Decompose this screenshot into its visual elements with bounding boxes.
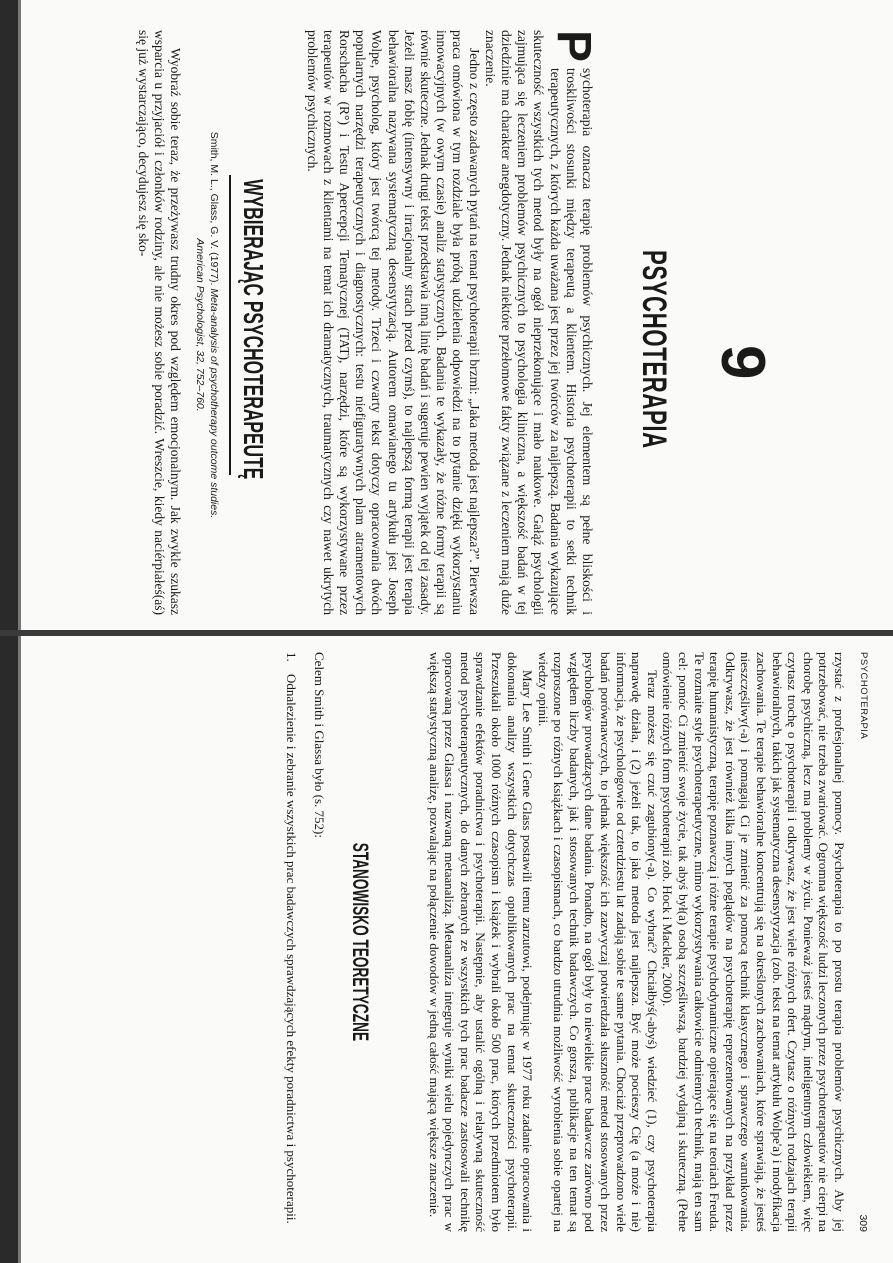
aims-list xyxy=(283,652,299,1232)
reference-citation xyxy=(193,90,221,560)
right-paragraph-3: Mary Lee Smith i Gene Glass postawili temu zarzutowi, podejmując w 1977 roku zadanie opracowania i dokonania analizy wszystkich dotychczas opublikowanych prac na temat skuteczności psychoterapii. Przeszukali około 1000 różnych czasopism i książek i wybrali około 500 prac, których przedmiotem było sprawdzanie efektów poradnictwa i psychoterapii. Następnie, aby ustalić ogólną i relatywną skuteczność metod psychoterapeutycznych, do danych zebranych ze wszystkich tych prac badacze zastosowali technikę opracowaną przez Glassa i nazwaną metaanalizą. Metaanaliza integruje wyniki wielu pojedynczych prac w większą statystyczną analizę, pozwalając na połączenie dowodów w jedną całość mającą większe znaczenie. xyxy=(426,652,536,1232)
after-reference-paragraph: Wyobraź sobie teraz, że przeżywasz trudny okres pod względem emocjonalnym. Jak zwykle szukasz wsparcia u przyjaciół i członków rodziny, ale nie możesz sobie poradzić. Wreszcie, kiedy naciérpiałeś(aś) się już wystarczająco, decydujesz się sko- xyxy=(135,30,183,615)
left-page xyxy=(23,30,873,615)
reference-title: WYBIERAJĄC PSYCHOTERAPEUTĘ xyxy=(238,179,269,480)
list-item xyxy=(283,652,299,1232)
after-reference-text xyxy=(134,30,183,615)
list-item-text: Odnalezienie i zebranie wszystkich prac badawczych sprawdzających efekty poradnictwa i psychoterapii. xyxy=(284,674,299,1224)
reference-journal: American Psychologist, 32, 752–760. xyxy=(194,238,206,412)
reference-work: Meta-analysis of psychotherapy outcome studies. xyxy=(208,288,220,519)
center-fold xyxy=(0,630,893,636)
reference-authors: Smith, M. L., Glass, G. V. (1977). xyxy=(208,131,220,286)
right-paragraph-1: rzystać z profesjonalnej pomocy. Psychoterapia to po prostu terapia problemów psychicznych. Aby jej potrzebować, nie trzeba zwariować. Ogromna większość ludzi leczonych przez psychoterapeutów nie cierpi na chorobę psychiczną, lecz ma problemy w życiu. Ponieważ jesteś mądrym, inteligentnym człowiekiem, więc czytasz trochę o psychoterapii i odkrywasz, że jest wiele różnych ofert. Czytasz o różnych rodzajach terapii behawioralnych, takich jak systematyczna desensytyzacja (zob. tekst na temat artykułu Wolpe'a) i modyfikacja zachowania. Te terapie behawioralne koncentrują się na określonych zachowaniach, które sprawiają, że jesteś nieszczęśliwy(-a) i pomagają Ci je zmienić za pomocą technik klasycznego i sprawczego warunkowania. Odkrywasz, że jest również kilka innych poglądów na psychoterapię reprezentowanych na przykład przez terapię humanistyczną, terapię poznawczą i różne terapie psychodynamiczne opierające się na teoriach Freuda. Te rozmaite style psychoterapeutyczne, mimo wykorzystywania całkowicie odmiennych technik, mają ten sam cel: pomóc Ci zmienić swoje życie, tak abyś był(a) osobą szczęśliwszą, bardziej wydajną i skuteczną. (Pełne omówienie różnych form psychoterapii zob. Hock i Mackler, 2000). xyxy=(660,652,847,1232)
right-page xyxy=(23,652,873,1232)
running-head: PSYCHOTERAPIA xyxy=(858,652,869,740)
intro-text xyxy=(303,30,600,615)
chapter-title: PSYCHOTERAPIA xyxy=(635,250,673,449)
intro-paragraph-2: Jedno z często zadawanych pytań na temat psychoterapii brzmi: „Jaka metoda jest najlepsza?”. Pierwsza praca omówiona w tym rozdziale była próbą udzielenia odpowiedzi na to pytanie dzięki wykorzystaniu innowacyjnych (w owym czasie) analiz statystycznych. Badania te wykazały, że różne formy terapii są równie skuteczne. Jednak drugi tekst przedstawia inną linię badań i sugeruje pewien wyjątek od tej zasady. Jeżeli masz fobię (intensywny i irracjonalny strach przed czymś), to najlepszą formą terapii jest terapia behawioralna nazywana systematyczną desensytyzacją. Autorem omawianego tu artykułu jest Joseph Wolpe, psycholog, który jest twórcą tej metody. Trzeci i czwarty tekst dotyczy opracowania dwóch popularnych narzędzi terapeutycznych i diagnostycznych: testu niefiguratywnych plam atramentowych Rorschacha (R°) i Testu Apercepcji Tematycznej (TAT), narzędzi, które są wykorzystywane przez terapeutów w rozmowach z klientami na temat ich dramatycznych, traumatycznych czy nawet ukrytych problemów psychicznych. xyxy=(304,30,482,615)
reference-box xyxy=(193,90,269,560)
reference-rule xyxy=(229,175,231,475)
intro-paragraph-1-text: sychoterapia oznacza terapię problemów psychicznych. Jej elementem są pełne bliskości i troskliwości stosunki między terapeutą a klientem. Historia psychoterapii to setki technik terapeutycznych, z których każda uważana jest przez jej twórców za najlepszą. Badania wykazujące skuteczność wszystkich tych metod były na ogół nieprzekonujące i mało naukowe. Gałąź psychologii zajmująca się leczeniem problemów psychicznych to psychologia kliniczna, a większość badań w tej dziedzinie ma charakter anegdotyczny. Jednak niektóre przełomowe fakty związane z leczeniem mają duże znaczenie. xyxy=(482,30,595,615)
section-heading-text: STANOWISKO TEORETYCZNE xyxy=(348,842,373,1042)
list-item-number: 1. xyxy=(284,652,299,662)
drop-cap: P xyxy=(547,30,600,63)
intro-paragraph-1 xyxy=(482,30,600,615)
section-lead: Celem Smith i Glassa było (s. 752): xyxy=(312,652,327,838)
right-body-text xyxy=(426,652,847,1232)
right-paragraph-2: Teraz możesz się czuć zagubiony(-a). Co wybrać? Chciałbyś(-abyś) wiedzieć (1), czy psychoterapia naprawdę działa, i (2) jeżeli tak, to jaka metoda jest najlepsza. Być może pocieszy Cię (a może i nie) informacja, że psychologowie od czterdziestu lat zadają sobie te same pytania. Chociaż przeprowadzono wiele badań porównawczych, to jednak większość ich zazwyczaj potwierdzała słuszność metod stosowanych przez psychologów prowadzących dane badania. Ponadto, na ogół były to niewielkie prace badawcze zarówno pod względem liczby badanych, jak i stosowanych technik badawczych. Co gorsza, publikacje na ten temat są rozproszone po różnych książkach i czasopismach, co bardzo utrudnia możliwość wyrobienia sobie opartej na wiedzy opinii. xyxy=(535,652,660,1232)
section-heading xyxy=(347,652,373,1232)
chapter-number: 9 xyxy=(708,345,777,380)
page-number: 309 xyxy=(857,1214,869,1232)
